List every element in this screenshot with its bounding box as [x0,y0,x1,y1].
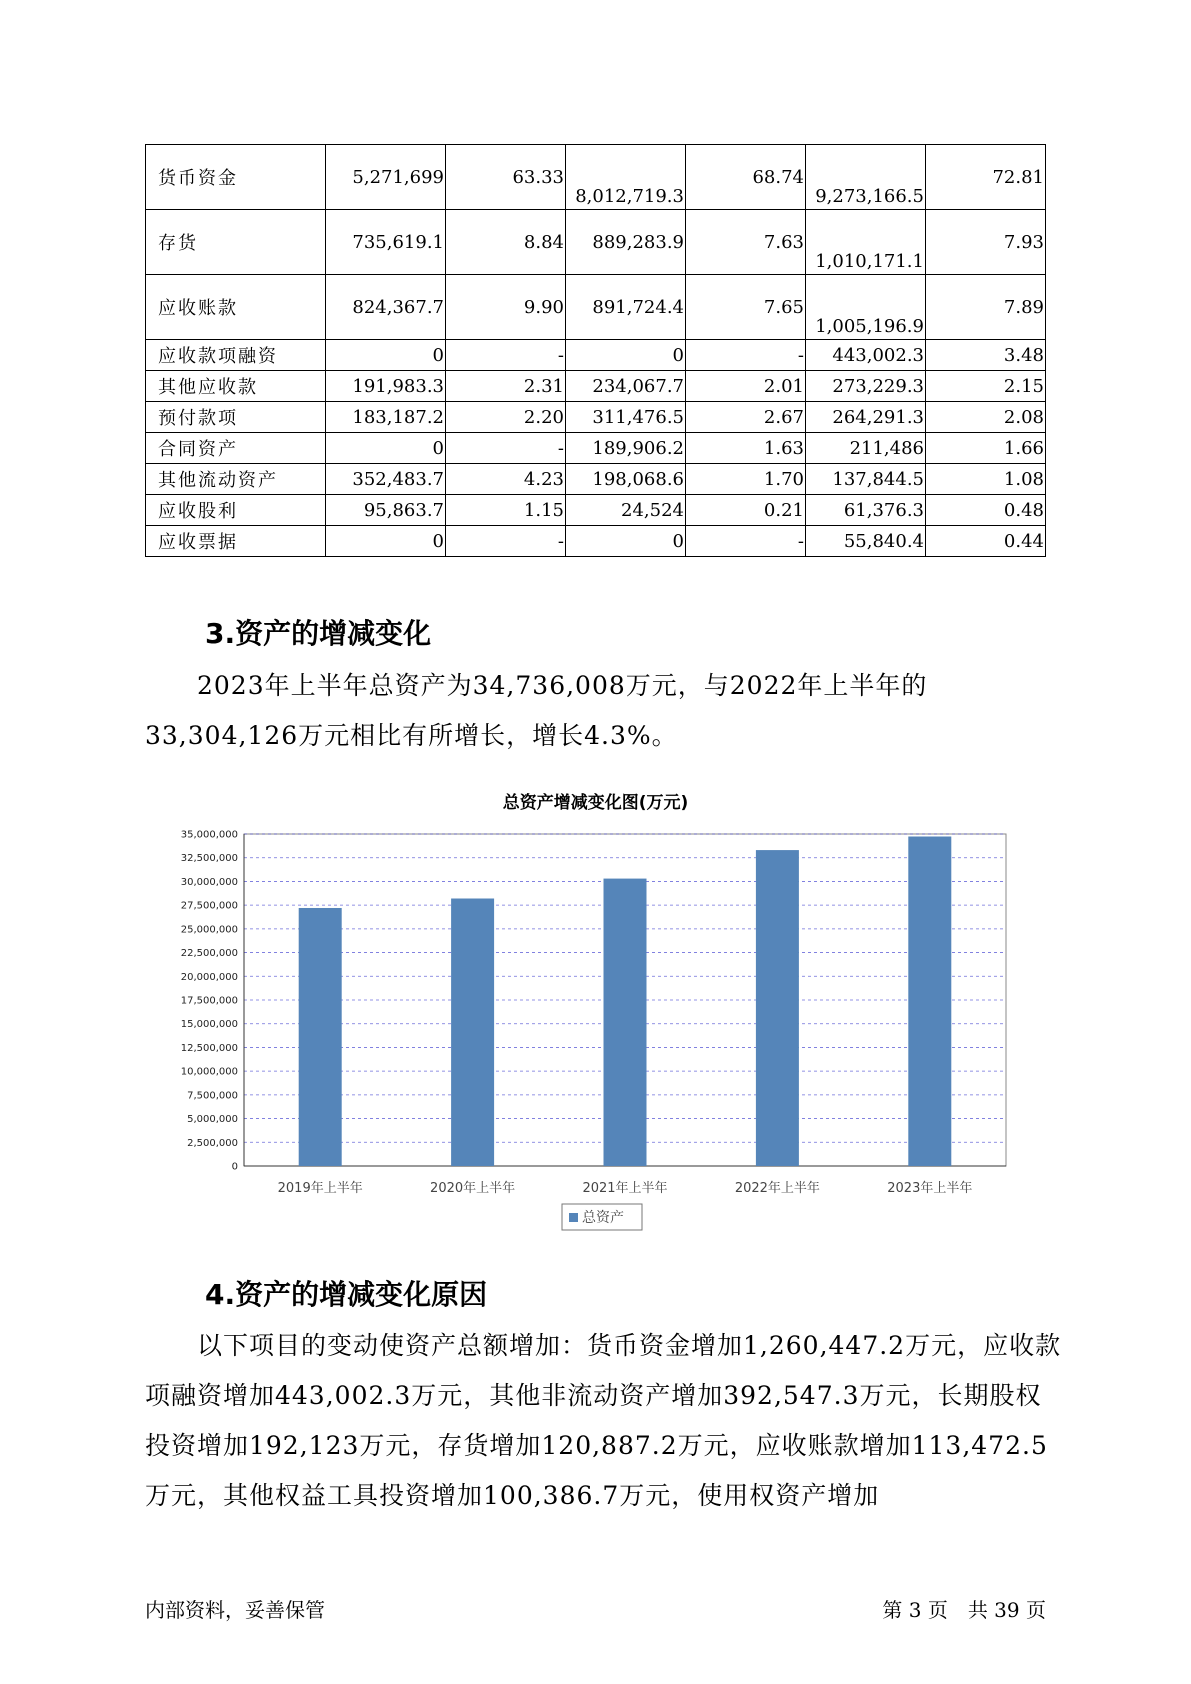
y-tick-label: 17,500,000 [180,995,238,1007]
percent-cell: - [446,340,566,371]
value-cell: 5,271,699 [326,145,446,210]
percent-cell: 1.63 [686,433,806,464]
value-cell: 824,367.7 [326,275,446,340]
value-cell: 0 [326,340,446,371]
bar [908,837,951,1166]
y-tick-label: 2,500,000 [187,1137,238,1149]
bar [299,908,342,1166]
table-row [146,371,1046,402]
bar [451,899,494,1166]
percent-cell: - [686,526,806,557]
row-label: 货币资金 [146,145,326,210]
table-row [146,145,1046,210]
percent-cell: 0.48 [926,495,1046,526]
table-row [146,526,1046,557]
asset-table-body [146,145,1046,557]
section4-heading: 4.资产的增减变化原因 [205,1278,488,1311]
value-cell: 0 [566,340,686,371]
legend-swatch [569,1213,578,1222]
y-tick-label: 25,000,000 [180,924,238,936]
percent-cell: 7.89 [926,275,1046,340]
y-tick-label: 22,500,000 [180,948,238,960]
row-label: 其他流动资产 [146,464,326,495]
percent-cell: 2.01 [686,371,806,402]
x-tick-label: 2021年上半年 [582,1181,668,1196]
x-tick-label: 2023年上半年 [887,1181,973,1196]
value-cell: 191,983.3 [326,371,446,402]
row-label: 应收票据 [146,526,326,557]
percent-cell: 2.20 [446,402,566,433]
value-cell: 273,229.3 [806,371,926,402]
y-tick-label: 10,000,000 [180,1066,238,1078]
table-row [146,495,1046,526]
percent-cell: 1.66 [926,433,1046,464]
percent-cell: 72.81 [926,145,1046,210]
value-cell: 95,863.7 [326,495,446,526]
percent-cell: 2.67 [686,402,806,433]
row-label: 预付款项 [146,402,326,433]
row-label: 应收款项融资 [146,340,326,371]
value-cell: 61,376.3 [806,495,926,526]
value-cell: 8,012,719.3 [566,145,686,210]
bar [604,879,647,1166]
percent-cell: 2.15 [926,371,1046,402]
percent-cell: 7.65 [686,275,806,340]
value-cell: 735,619.1 [326,210,446,275]
percent-cell: 8.84 [446,210,566,275]
y-tick-label: 20,000,000 [180,971,238,983]
row-label: 其他应收款 [146,371,326,402]
percent-cell: - [446,526,566,557]
value-cell: 137,844.5 [806,464,926,495]
y-tick-label: 7,500,000 [187,1090,238,1102]
value-cell: 264,291.3 [806,402,926,433]
table-row [146,275,1046,340]
percent-cell: 0.21 [686,495,806,526]
y-tick-label: 15,000,000 [180,1019,238,1031]
row-label: 应收股利 [146,495,326,526]
percent-cell: 9.90 [446,275,566,340]
value-cell: 234,067.7 [566,371,686,402]
value-cell: 891,724.4 [566,275,686,340]
percent-cell: 68.74 [686,145,806,210]
footer-confidential: 内部资料，妥善保管 [145,1598,325,1622]
percent-cell: 63.33 [446,145,566,210]
value-cell: 1,010,171.1 [806,210,926,275]
value-cell: 211,486 [806,433,926,464]
percent-cell: 7.93 [926,210,1046,275]
asset-table [145,144,1046,557]
y-tick-label: 0 [231,1161,238,1173]
value-cell: 183,187.2 [326,402,446,433]
percent-cell: 4.23 [446,464,566,495]
y-tick-label: 12,500,000 [180,1042,238,1054]
footer-page-number: 第 3 页 共 39 页 [882,1598,1046,1622]
y-tick-label: 35,000,000 [180,829,238,841]
total-assets-bar-chart [150,820,1030,1240]
y-tick-label: 27,500,000 [180,900,238,912]
value-cell: 0 [326,433,446,464]
value-cell: 189,906.2 [566,433,686,464]
percent-cell: 2.31 [446,371,566,402]
percent-cell: 0.44 [926,526,1046,557]
section3-heading: 3.资产的增减变化 [205,617,432,650]
value-cell: 55,840.4 [806,526,926,557]
percent-cell: - [686,340,806,371]
value-cell: 24,524 [566,495,686,526]
value-cell: 0 [566,526,686,557]
bar [756,850,799,1166]
x-tick-label: 2020年上半年 [430,1181,516,1196]
percent-cell: 3.48 [926,340,1046,371]
value-cell: 1,005,196.9 [806,275,926,340]
value-cell: 198,068.6 [566,464,686,495]
row-label: 存货 [146,210,326,275]
value-cell: 9,273,166.5 [806,145,926,210]
y-tick-label: 32,500,000 [180,853,238,865]
legend-label: 总资产 [582,1210,624,1226]
y-tick-label: 30,000,000 [180,876,238,888]
value-cell: 889,283.9 [566,210,686,275]
y-tick-label: 5,000,000 [187,1114,238,1126]
chart-title: 总资产增减变化图(万元) [502,793,689,813]
table-row [146,464,1046,495]
percent-cell: - [446,433,566,464]
row-label: 应收账款 [146,275,326,340]
percent-cell: 1.70 [686,464,806,495]
percent-cell: 1.15 [446,495,566,526]
value-cell: 0 [326,526,446,557]
x-tick-label: 2022年上半年 [734,1181,820,1196]
value-cell: 443,002.3 [806,340,926,371]
table-row [146,433,1046,464]
section3-paragraph: 2023年上半年总资产为34,736,008万元，与2022年上半年的33,304,126万元相比有所增长，增长4.3%。 [145,671,928,750]
row-label: 合同资产 [146,433,326,464]
percent-cell: 2.08 [926,402,1046,433]
table-row [146,210,1046,275]
table-row [146,340,1046,371]
percent-cell: 1.08 [926,464,1046,495]
value-cell: 352,483.7 [326,464,446,495]
percent-cell: 7.63 [686,210,806,275]
value-cell: 311,476.5 [566,402,686,433]
x-tick-label: 2019年上半年 [277,1181,363,1196]
table-row [146,402,1046,433]
section4-paragraph: 以下项目的变动使资产总额增加：货币资金增加1,260,447.2万元，应收款项融资增加443,002.3万元，其他非流动资产增加392,547.3万元，长期股权投资增加192,123万元，存货增加120,887.2万元，应收账款增加113,472.5万元，其他权益工具投资增加100,386.7万元，使用权资产增加 [145,1331,1062,1510]
